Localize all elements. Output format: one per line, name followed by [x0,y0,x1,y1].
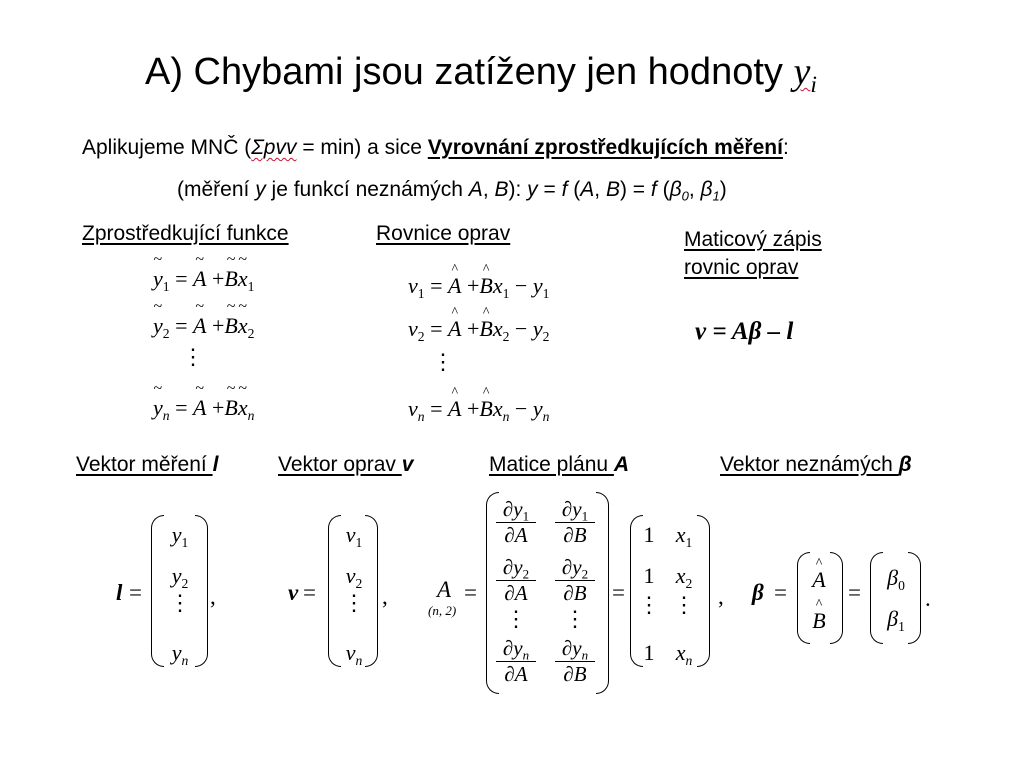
vector-v-symbol: v [288,580,299,605]
vector-v-vdots: ⋮ [343,590,365,615]
design-matrix-vdots-1: ⋮ [638,592,660,617]
vector-l-comma: , [210,584,216,609]
design-matrix-1-2: $x_1$ [675,522,693,550]
jacobian-vdots-2: ⋮ [564,606,586,631]
matrix-A-symbol: A [437,577,452,602]
vector-beta-symbol: β [752,580,764,605]
jacobian-cell-2-2: $\frac{\partial y_2}{\partial B}$ [555,555,595,606]
function-vdots: ⋮ [182,345,204,370]
jacobian-cell-1-1: $\frac{\partial y_1}{\partial A}$ [496,497,536,548]
design-matrix-n-2: $x_n$ [675,640,693,668]
design-matrix-comma: , [718,584,724,609]
vector-l-cell-1: $y_1$ [171,522,189,550]
vector-v-comma: , [382,584,388,609]
heading-vektor-neznamych: Vektor neznámých β [720,453,912,476]
vector-l-eq: = [129,580,142,605]
title-variable: y [793,51,811,93]
function-definition-line: (měření y je funkcí neznámých A, B): y = f (A, B) = f ($\beta_0$, $\beta_1$) [177,178,727,204]
vector-v-eq: = [303,580,316,605]
vector-l-cell-2: $y_2$ [171,563,189,591]
design-matrix-n-1: 1 [643,640,655,665]
vector-v-cell-1: $v_1$ [345,522,363,550]
function-eq-1: ~ $y_1$ = ~ A +~ B~ $x_1$ [153,266,254,292]
function-eq-2: ~ $y_2$ = ~ A +~ B~ $x_2$ [153,313,254,339]
design-matrix-1-1: 1 [643,522,655,547]
matrix-equation: v = Aβ – l [695,318,794,345]
design-matrix-2-2: $x_2$ [675,563,693,591]
vector-beta-hat-B: ^ B [803,608,835,634]
correction-vdots: ⋮ [432,350,454,375]
design-matrix-eq: = [612,580,625,605]
method-name: Vyrovnání zprostředkujících měření [427,136,783,159]
heading-vektor-oprav: Vektor oprav v [278,453,414,476]
vector-beta-0: $\beta_0$ [887,565,905,593]
heading-maticovy-zapis: Maticový zápis [684,228,822,251]
heading-rovnic-oprav: rovnic oprav [684,256,799,279]
jacobian-cell-2-1: $\frac{\partial y_2}{\partial A}$ [496,555,536,606]
jacobian-cell-n-2: $\frac{\partial y_n}{\partial B}$ [555,636,595,687]
jacobian-right-paren [596,492,609,694]
vector-beta-hat-A: ^ A [803,567,835,593]
page-title: A) Chybami jsou zatíženy jen hodnoty $y_i$ [145,51,817,99]
correction-eq-2: $v_2$ = ^ A +^ $Bx_2 - y_2$ [408,316,549,342]
vector-v-cell-2: $v_2$ [345,563,363,591]
jacobian-vdots-1: ⋮ [505,606,527,631]
matrix-A-eq: = [464,580,477,605]
heading-vektor-mereni: Vektor měření l [76,453,219,476]
vector-beta-eq-2: = [848,580,861,605]
matrix-A-dimension: (n, 2) [428,603,457,618]
heading-zprostredkujici-funkce: Zprostředkující funkce [82,222,289,245]
heading-matice-planu: Matice plánu A [489,453,630,476]
correction-eq-n: $v_n$ = ^ A +^ $Bx_n - y_n$ [408,396,549,422]
design-matrix-vdots-2: ⋮ [673,592,695,617]
vector-beta-period: . [925,586,931,611]
correction-eq-1: $v_1$ = ^ A +^ $Bx_1 - y_1$ [408,273,549,299]
function-eq-n: ~ $y_n$ = ~ A +~ B~ $x_n$ [153,395,254,421]
vector-v-cell-n: $v_n$ [345,640,363,668]
design-matrix-2-1: 1 [643,563,655,588]
sum-formula: Σpvv [251,136,297,159]
vector-l-symbol: l [116,580,123,605]
vector-beta-eq: = [774,580,787,605]
intro-line: Aplikujeme MNČ (Σpvv = min) a sice Vyrovnání zprostředkujících měření: [82,136,789,159]
vector-l-vdots: ⋮ [169,590,191,615]
jacobian-cell-n-1: $\frac{\partial y_n}{\partial A}$ [496,636,536,687]
vector-beta-1: $\beta_1$ [887,606,905,634]
jacobian-cell-1-2: $\frac{\partial y_1}{\partial B}$ [555,497,595,548]
heading-rovnice-oprav: Rovnice oprav [376,222,511,245]
vector-l-cell-n: $y_n$ [171,640,189,668]
